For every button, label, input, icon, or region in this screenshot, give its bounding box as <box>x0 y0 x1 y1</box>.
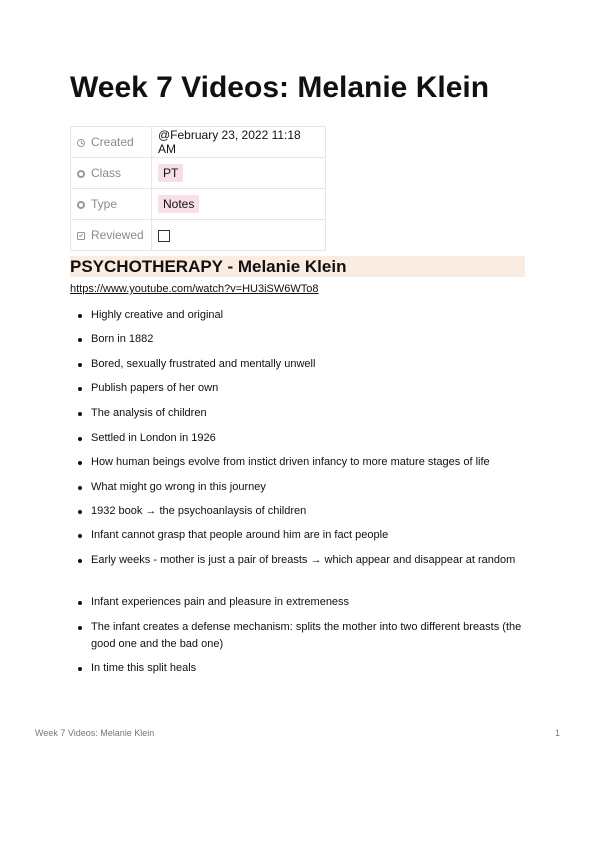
list-item: Born in 1882 <box>70 331 530 348</box>
class-tag[interactable]: PT <box>158 164 183 182</box>
list-item: The infant creates a defense mechanism: splits the mother into two different breasts (the good one and the bad one) <box>70 619 530 653</box>
footer-page-number: 1 <box>555 728 561 738</box>
list-item: What might go wrong in this journey <box>70 479 530 496</box>
property-label: Created <box>91 135 134 149</box>
list-item: In time this split heals <box>70 660 530 677</box>
property-row-reviewed <box>71 220 326 251</box>
checkbox-icon <box>77 232 85 240</box>
section-heading: PSYCHOTHERAPY - Melanie Klein <box>70 256 525 277</box>
list-item: Publish papers of her own <box>70 380 530 397</box>
list-item: Settled in London in 1926 <box>70 430 530 447</box>
property-row-class <box>71 158 326 189</box>
property-value-created: @February 23, 2022 11:18 AM <box>152 127 326 158</box>
property-value-class[interactable] <box>152 158 326 189</box>
page-title: Week 7 Videos: Melanie Klein <box>70 71 490 104</box>
list-item: Bored, sexually frustrated and mentally unwell <box>70 356 530 373</box>
property-key-class <box>71 158 152 189</box>
select-icon <box>77 170 85 178</box>
clock-icon <box>77 139 85 147</box>
footer-title: Week 7 Videos: Melanie Klein <box>35 728 155 738</box>
type-tag[interactable]: Notes <box>158 195 199 213</box>
property-key-reviewed <box>71 220 152 251</box>
property-label: Reviewed <box>91 228 144 242</box>
property-label: Type <box>91 197 118 211</box>
property-value-reviewed[interactable] <box>152 220 326 251</box>
list-item: Infant experiences pain and pleasure in extremeness <box>70 594 530 611</box>
list-item: Highly creative and original <box>70 307 530 324</box>
properties-table <box>70 126 326 251</box>
list-item: Early weeks - mother is just a pair of breasts → which appear and disappear at random <box>70 552 530 569</box>
list-item: How human beings evolve from instict driven infancy to more mature stages of life <box>70 454 530 471</box>
property-row-type <box>71 189 326 220</box>
property-label: Class <box>91 166 122 180</box>
property-value-type[interactable] <box>152 189 326 220</box>
property-key-created <box>71 127 152 158</box>
property-key-type <box>71 189 152 220</box>
list-item: Infant cannot grasp that people around him are in fact people <box>70 527 530 544</box>
youtube-link[interactable]: https://www.youtube.com/watch?v=HU3iSW6WTo8 <box>70 283 319 295</box>
list-item: The analysis of children <box>70 405 530 422</box>
list-item: 1932 book → the psychoanlaysis of children <box>70 503 530 520</box>
property-row-created <box>71 127 326 158</box>
select-icon <box>77 201 85 209</box>
reviewed-checkbox[interactable] <box>158 230 170 242</box>
